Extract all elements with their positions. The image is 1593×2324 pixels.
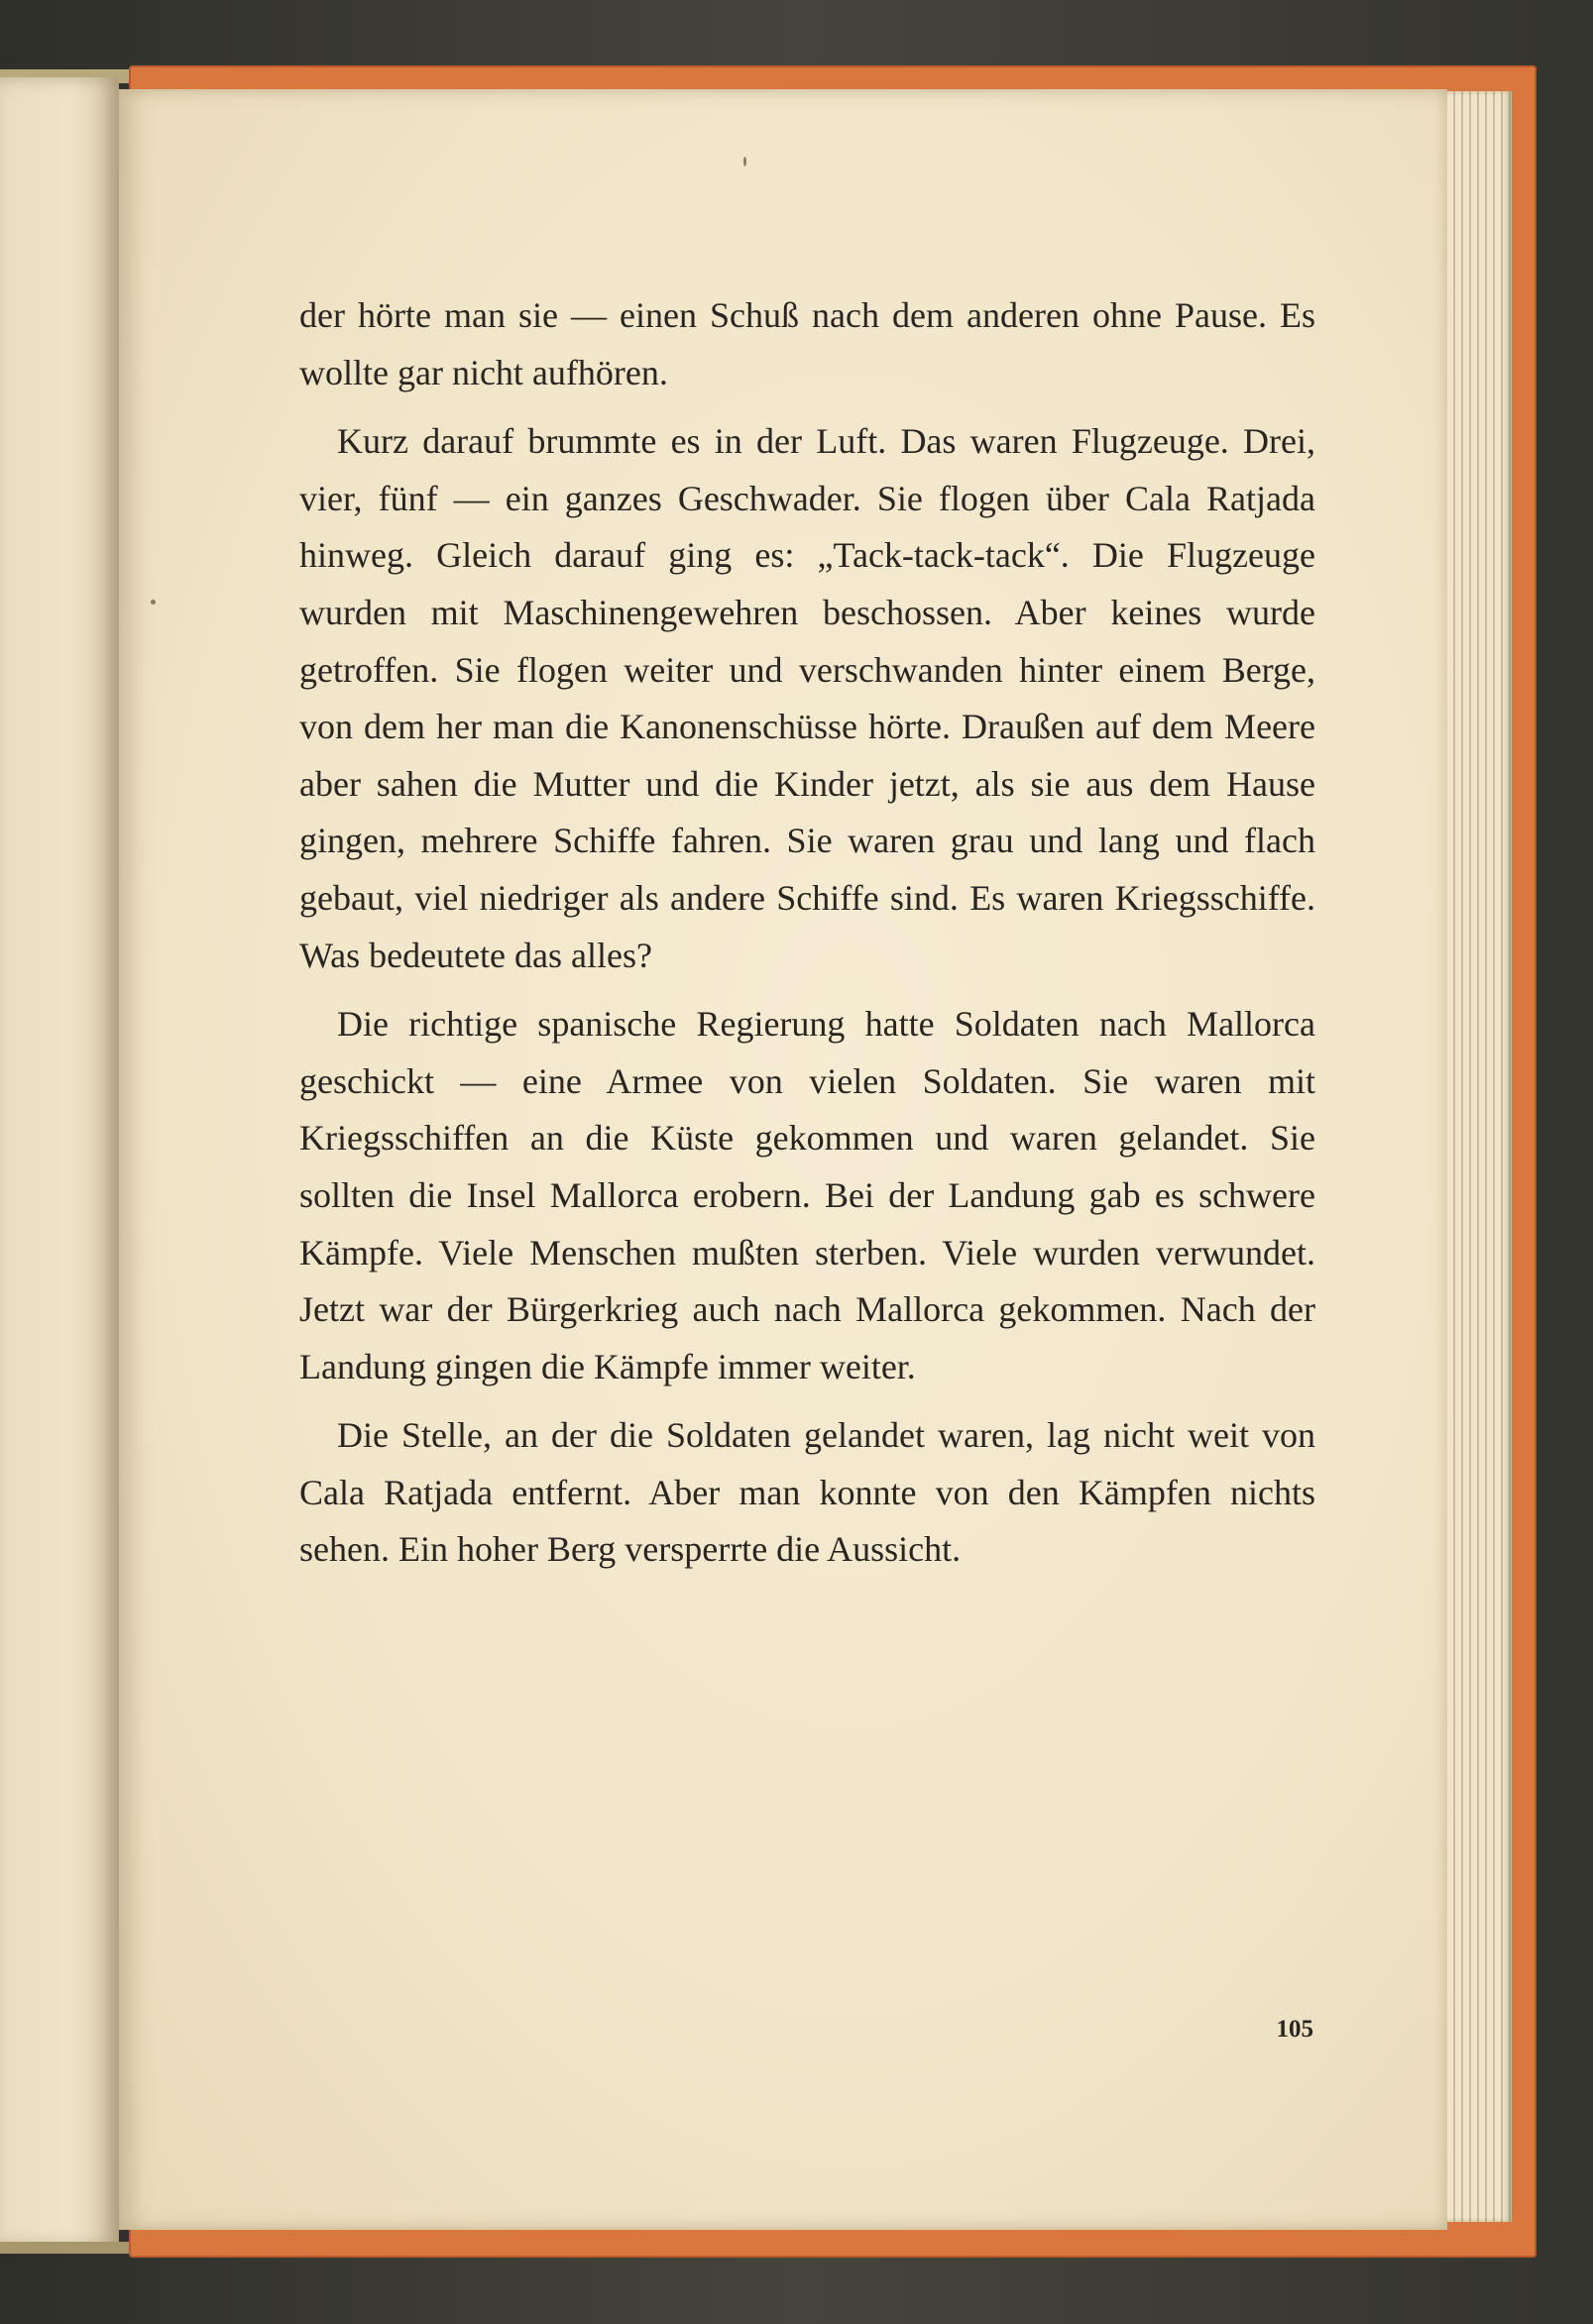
book-page: [119, 89, 1447, 2230]
paragraph-2: Kurz darauf brummte es in der Luft. Das waren Flugzeuge. Drei, vier, fünf — ein ganzes Geschwader. Sie flogen über Cala Ratjada hinweg. Gleich darauf ging es: „Tack-tack-tack“. Die Flugzeuge wurden mit Maschinengewehren beschossen. Aber keines wurde getroffen. Sie flogen weiter und verschwanden hinter einem Berge, von dem her man die Kanonenschüsse hörte. Draußen auf dem Meere aber sahen die Mutter und die Kinder jetzt, als sie aus dem Hause gingen, mehrere Schiffe fahren. Sie waren grau und lang und flach gebaut, viel niedriger als andere Schiffe sind. Es waren Kriegsschiffe. Was bedeutete das alles?: [299, 421, 1315, 975]
paragraph-1: der hörte man sie — einen Schuß nach dem anderen ohne Pause. Es wollte gar nicht aufhören.: [299, 295, 1315, 392]
paper-speck: [151, 600, 156, 605]
paragraph-4: Die Stelle, an der die Soldaten gelandet waren, lag nicht weit von Cala Ratjada entfernt. Aber man konnte von den Kämpfen nichts sehen. Ein hoher Berg versperrte die Aussicht.: [299, 1415, 1315, 1570]
page-number: 105: [1276, 2016, 1313, 2043]
paper-speck: [743, 157, 746, 166]
page-body-text: [299, 287, 1315, 1579]
left-page-bottom-edge: [0, 2242, 134, 2254]
paragraph-3: Die richtige spanische Regierung hatte Soldaten nach Mallorca geschickt — eine Armee von vielen Soldaten. Sie waren mit Kriegsschiffen an die Küste gekommen und waren gelandet. Sie sollten die Insel Mallorca erobern. Bei der Landung gab es schwere Kämpfe. Viele Menschen mußten sterben. Viele wurden verwundet. Jetzt war der Bürgerkrieg auch nach Mallorca gekommen. Nach der Landung gingen die Kämpfe immer weiter.: [299, 1004, 1315, 1386]
left-facing-page: [0, 77, 119, 2248]
